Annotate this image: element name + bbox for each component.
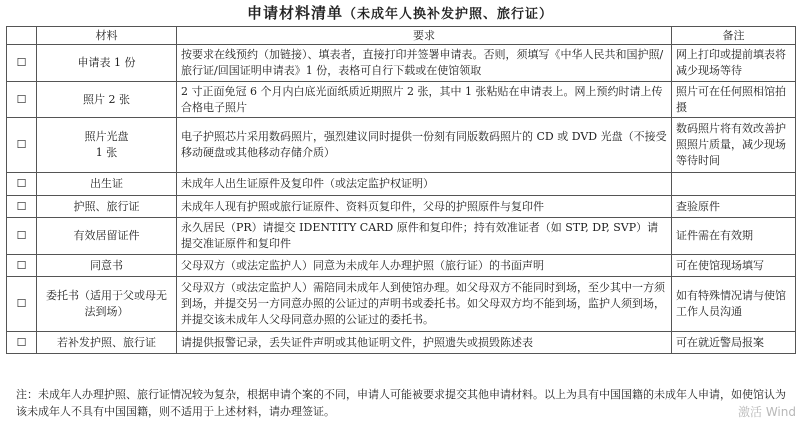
material-cell: 出生证 xyxy=(37,173,177,196)
header-requirement: 要求 xyxy=(177,27,672,45)
note-cell xyxy=(672,173,796,196)
requirement-cell: 2 寸正面免冠 6 个月内白底光面纸质近期照片 2 张，其中 1 张粘贴在申请表上。网上预约时请上传合格电子照片 xyxy=(177,82,672,118)
checkbox[interactable]: ☐ xyxy=(7,82,37,118)
material-cell xyxy=(37,118,177,173)
table-row xyxy=(7,196,796,218)
note-cell: 可在使馆现场填写 xyxy=(672,255,796,277)
checkbox[interactable]: ☐ xyxy=(7,196,37,218)
note-cell: 数码照片将有效改善护照照片质量，减少现场等待时间 xyxy=(672,118,796,173)
table-row xyxy=(7,332,796,354)
table-header-row xyxy=(7,27,796,45)
material-cell: 委托书（适用于父或母无法到场） xyxy=(37,277,177,332)
material-line: 1 张 xyxy=(95,146,118,159)
requirement-cell: 未成年人出生证原件及复印件（或法定监护权证明） xyxy=(177,173,672,196)
note-cell: 证件需在有效期 xyxy=(672,218,796,255)
checkbox[interactable]: ☐ xyxy=(7,332,37,354)
checkbox[interactable]: ☐ xyxy=(7,218,37,255)
activation-watermark: 激活 Wind xyxy=(738,405,796,419)
requirement-cell: 电子护照芯片采用数码照片，强烈建议同时提供一份刻有同版数码照片的 CD 或 DVD 光盘（不接受移动硬盘或其他移动存储介质） xyxy=(177,118,672,173)
requirement-cell: 永久居民（PR）请提交 IDENTITY CARD 原件和复印件；持有效准证者（如 STP, DP, SVP）请提交准证原件和复印件 xyxy=(177,218,672,255)
material-cell: 申请表 1 份 xyxy=(37,45,177,82)
requirement-cell: 请提供报警记录，丢失证件声明或其他证明文件，护照遗失或损毁陈述表 xyxy=(177,332,672,354)
footnote: 注：未成年人办理护照、旅行证情况较为复杂，根据申请个案的不同，申请人可能被要求提交其他申请材料。以上为具有中国国籍的未成年人申请，如使馆认为该未成年人不具有中国国籍，则不适用于上述材料，请办理签证。 xyxy=(16,388,786,418)
note-cell: 照片可在任何照相馆拍摄 xyxy=(672,82,796,118)
page-title xyxy=(0,2,800,23)
note-cell: 网上打印或提前填表将减少现场等待 xyxy=(672,45,796,82)
checkbox[interactable]: ☐ xyxy=(7,173,37,196)
requirement-cell: 按要求在线预约（加链接）、填表者，直接打印并签署申请表。否则，须填写《中华人民共和国护照/旅行证/回国证明申请表》1 份，表格可自行下载或在使馆领取 xyxy=(177,45,672,82)
checkbox[interactable]: ☐ xyxy=(7,277,37,332)
checkbox[interactable]: ☐ xyxy=(7,255,37,277)
requirement-cell: 父母双方（或法定监护人）同意为未成年人办理护照（旅行证）的书面声明 xyxy=(177,255,672,277)
checkbox[interactable]: ☐ xyxy=(7,45,37,82)
title-main: 申请材料清单 xyxy=(246,4,343,22)
note-cell: 查验原件 xyxy=(672,196,796,218)
requirement-cell: 未成年人现有护照或旅行证原件、资料页复印件，父母的护照原件与复印件 xyxy=(177,196,672,218)
table-row xyxy=(7,118,796,173)
table-row xyxy=(7,45,796,82)
material-cell: 护照、旅行证 xyxy=(37,196,177,218)
title-subtitle: （未成年人换补发护照、旅行证） xyxy=(343,7,554,22)
table-row xyxy=(7,255,796,277)
table-row xyxy=(7,82,796,118)
note-cell: 如有特殊情况请与使馆工作人员沟通 xyxy=(672,277,796,332)
header-note: 备注 xyxy=(672,27,796,45)
table-row xyxy=(7,277,796,332)
table-row xyxy=(7,173,796,196)
note-cell: 可在就近警局报案 xyxy=(672,332,796,354)
material-cell: 有效居留证件 xyxy=(37,218,177,255)
material-line: 照片光盘 xyxy=(84,130,129,143)
material-cell: 同意书 xyxy=(37,255,177,277)
requirement-cell: 父母双方（或法定监护人）需陪同未成年人到使馆办理。如父母双方不能同时到场，至少其中一方须到场，并提交另一方同意办照的公证过的声明书或委托书。如父母双方均不能到场，监护人须到场，并提交该未成年人父母同意办照的公证过的委托书。 xyxy=(177,277,672,332)
checkbox[interactable]: ☐ xyxy=(7,118,37,173)
material-cell: 若补发护照、旅行证 xyxy=(37,332,177,354)
table-row xyxy=(7,218,796,255)
header-check xyxy=(7,27,37,45)
materials-table xyxy=(6,26,796,354)
header-material: 材料 xyxy=(37,27,177,45)
material-cell: 照片 2 张 xyxy=(37,82,177,118)
